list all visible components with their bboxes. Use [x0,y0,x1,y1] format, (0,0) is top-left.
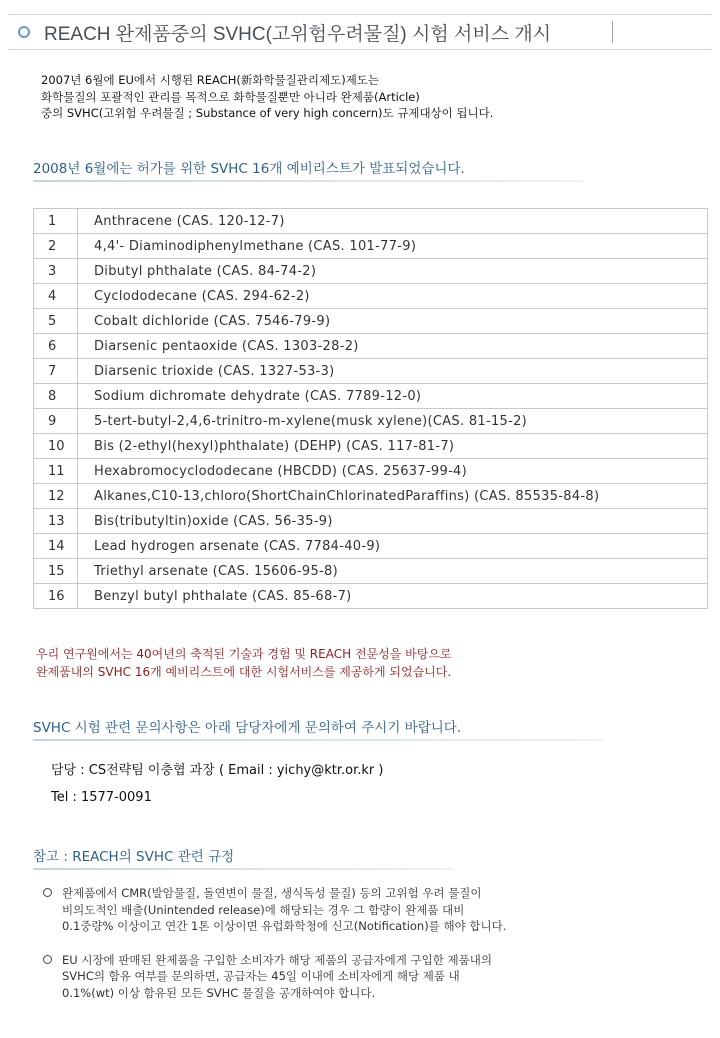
substance-name: Bis (2-ethyl(hexyl)phthalate) (DEHP) (CAS. 117-81-7) [78,434,708,459]
intro-line: 화학물질의 포괄적인 관리를 목적으로 화학물질뿐만 아니라 완제품(Article) [41,89,420,104]
note-item [42,952,692,1002]
table-row [34,584,708,609]
table-row [34,484,708,509]
table-row [34,359,708,384]
intro-line: 2007년 6월에 EU에서 시행된 REACH(新화학물질관리제도)제도는 [41,73,380,87]
row-number: 4 [34,284,78,309]
substance-name: Lead hydrogen arsenate (CAS. 7784-40-9) [78,534,708,559]
table-row [34,334,708,359]
table-row [34,509,708,534]
heading-underline [33,739,603,741]
candidate-list-heading: 2008년 6월에는 허가를 위한 SVHC 16개 예비리스트가 발표되었습니다. [33,161,465,177]
row-number: 1 [34,209,78,234]
row-number: 12 [34,484,78,509]
contact-person: 담당 : CS전략팀 이충협 과장 ( Email : yichy@ktr.or.kr ) [51,763,384,778]
table-row [34,409,708,434]
substance-name: Dibutyl phthalate (CAS. 84-74-2) [78,259,708,284]
intro-line: 중의 SVHC(고위험 우려물질 ; Substance of very high concern)도 규제대상이 됩니다. [41,106,494,120]
row-number: 3 [34,259,78,284]
note-item [42,885,692,935]
row-number: 9 [34,409,78,434]
table-row [34,534,708,559]
circle-bullet-icon [43,955,52,964]
circle-bullet-icon [43,888,52,897]
service-notice-line: 완제품내의 SVHC 16개 예비리스트에 대한 시험서비스를 제공하게 되었습니다. [36,665,452,679]
substance-name: Diarsenic pentaoxide (CAS. 1303-28-2) [78,334,708,359]
table-row [34,559,708,584]
substance-name: Bis(tributyltin)oxide (CAS. 56-35-9) [78,509,708,534]
substance-name: Anthracene (CAS. 120-12-7) [78,209,708,234]
intro-paragraph [41,72,701,122]
table-row [34,434,708,459]
svhc-table [33,208,708,609]
table-row [34,284,708,309]
substance-name: Benzyl butyl phthalate (CAS. 85-68-7) [78,584,708,609]
substance-name: Hexabromocyclododecane (HBCDD) (CAS. 25637-99-4) [78,459,708,484]
table-row [34,384,708,409]
table-row [34,209,708,234]
table-row [34,259,708,284]
title-bar [8,14,712,50]
note-line: SVHC의 함유 여부를 문의하면, 공급자는 45일 이내에 소비자에게 해당 제품 내 [62,969,460,983]
substance-name: Triethyl arsenate (CAS. 15606-95-8) [78,559,708,584]
row-number: 14 [34,534,78,559]
row-number: 8 [34,384,78,409]
reference-heading: 참고 : REACH의 SVHC 관련 규정 [33,849,235,865]
contact-tel: Tel : 1577-0091 [51,790,152,805]
substance-name: Alkanes,C10-13,chloro(ShortChainChlorinatedParaffins) (CAS. 85535-84-8) [78,484,708,509]
heading-underline [33,180,583,182]
substance-name: 5-tert-butyl-2,4,6-trinitro-m-xylene(musk xylene)(CAS. 81-15-2) [78,409,708,434]
substance-name: Diarsenic trioxide (CAS. 1327-53-3) [78,359,708,384]
page-title: REACH 완제품중의 SVHC(고위험우려물질) 시험 서비스 개시 [44,24,552,45]
table-row [34,309,708,334]
row-number: 7 [34,359,78,384]
substance-name: Cyclododecane (CAS. 294-62-2) [78,284,708,309]
table-row [34,234,708,259]
circle-bullet-icon [18,26,30,38]
substance-name: 4,4'- Diaminodiphenylmethane (CAS. 101-77-9) [78,234,708,259]
heading-underline [33,868,453,870]
row-number: 11 [34,459,78,484]
row-number: 2 [34,234,78,259]
row-number: 10 [34,434,78,459]
reference-notes [42,885,692,1001]
row-number: 13 [34,509,78,534]
row-number: 15 [34,559,78,584]
note-line: 비의도적인 배출(Unintended release)에 해당되는 경우 그 함량이 완제품 대비 [62,902,465,917]
inquiry-heading: SVHC 시험 관련 문의사항은 아래 담당자에게 문의하여 주시기 바랍니다. [33,720,462,736]
note-line: 완제품에서 CMR(발암물질, 돌연변이 물질, 생식독성 물질) 등의 고위험 우려 물질이 [62,886,482,900]
table-row [34,459,708,484]
row-number: 6 [34,334,78,359]
row-number: 16 [34,584,78,609]
service-notice-line: 우리 연구원에서는 40여년의 축적된 기술과 경험 및 REACH 전문성을 바탕으로 [36,647,452,661]
note-line: 0.1중량% 이상이고 연간 1톤 이상이면 유럽화학청에 신고(Notification)를 해야 합니다. [62,919,507,933]
substance-name: Sodium dichromate dehydrate (CAS. 7789-12-0) [78,384,708,409]
substance-name: Cobalt dichloride (CAS. 7546-79-9) [78,309,708,334]
row-number: 5 [34,309,78,334]
note-line: EU 시장에 판매된 완제품을 구입한 소비자가 해당 제품의 공급자에게 구입한 제품내의 [62,952,492,967]
note-line: 0.1%(wt) 이상 함유된 모든 SVHC 물질을 공개하여야 합니다. [62,985,376,1000]
service-notice [36,645,452,681]
title-divider [612,21,613,43]
